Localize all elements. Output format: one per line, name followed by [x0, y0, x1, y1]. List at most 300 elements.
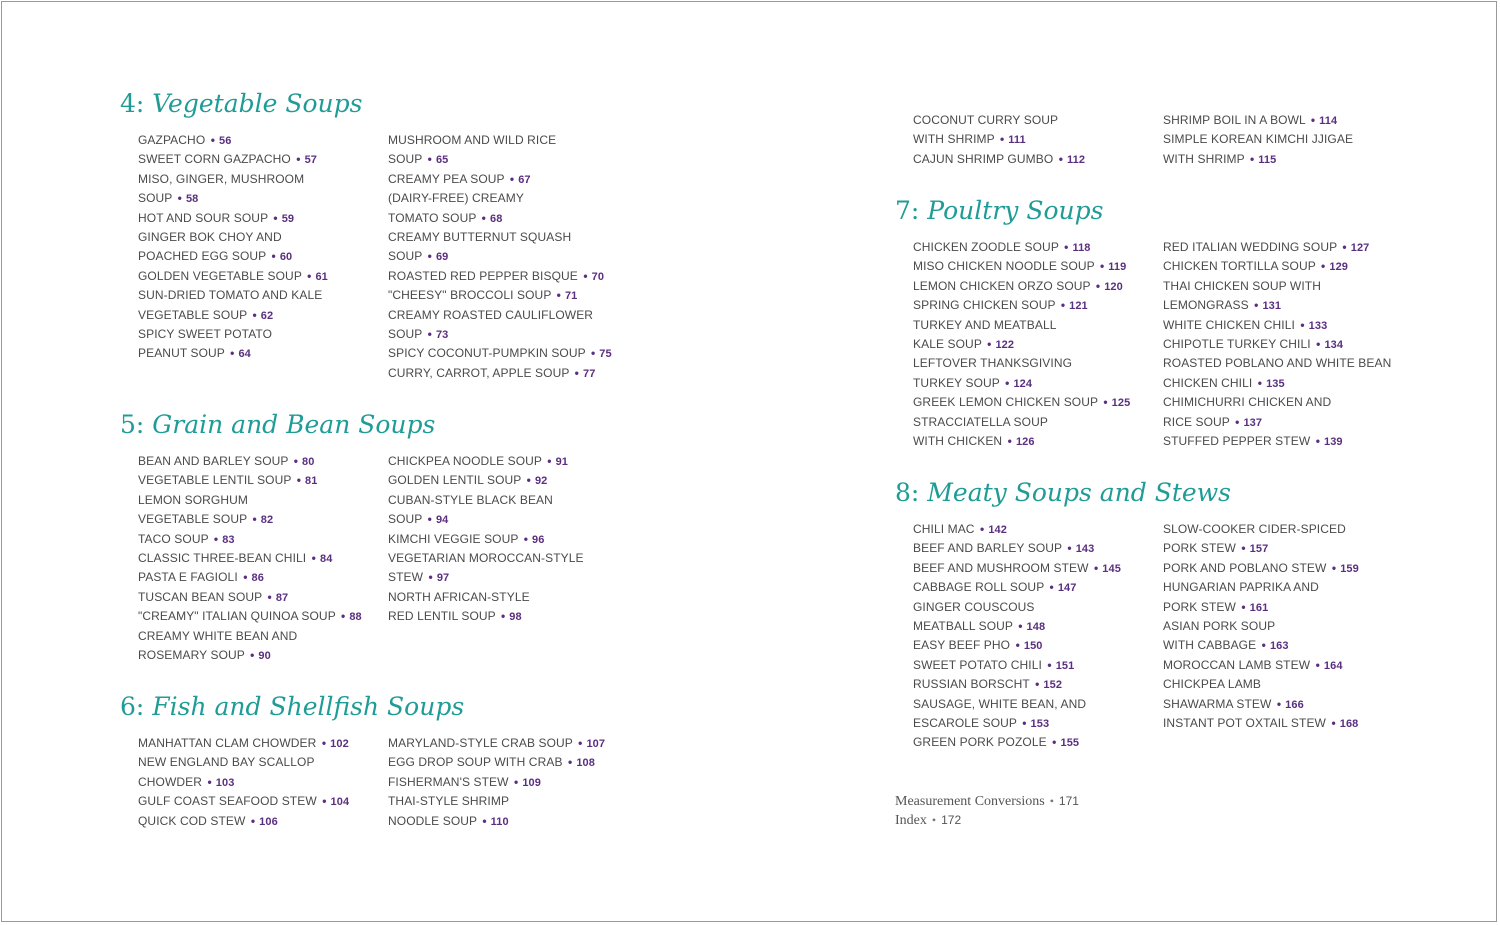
toc-entry[interactable] — [138, 267, 328, 286]
toc-entry-title: SLOW-COOKER CIDER-SPICED — [1163, 522, 1346, 536]
toc-entry[interactable] — [388, 530, 584, 549]
separator-dot: • — [481, 210, 486, 225]
section-heading-vegetable — [120, 91, 362, 116]
toc-entry[interactable] — [388, 170, 612, 189]
toc-entry-title: BEEF AND BARLEY SOUP — [913, 541, 1062, 556]
toc-column — [138, 131, 328, 364]
separator-dot: • — [322, 794, 327, 809]
separator-dot: • — [250, 813, 256, 828]
toc-entry-title: MISO, GINGER, MUSHROOM — [138, 171, 305, 186]
toc-entry-continued — [913, 111, 1085, 130]
page-number: 137 — [1243, 416, 1263, 429]
toc-entry-continued — [1163, 354, 1391, 373]
page-number: 121 — [1069, 300, 1088, 313]
toc-entry-title: INSTANT POT OXTAIL STEW — [1163, 715, 1326, 730]
separator-dot: • — [1254, 298, 1259, 313]
page-number: 67 — [518, 173, 531, 186]
toc-entry-title: CHIPOTLE TURKEY CHILI — [1163, 336, 1311, 351]
page-number: 82 — [260, 514, 274, 527]
page-number: 96 — [532, 533, 545, 546]
toc-entry-title: CHICKEN ZOODLE SOUP — [913, 240, 1059, 254]
toc-entry[interactable] — [1163, 257, 1391, 276]
toc-entry[interactable] — [388, 812, 605, 831]
toc-entry-title: CREAMY ROASTED CAULIFLOWER — [388, 307, 594, 322]
toc-entry-title: "CHEESY" BROCCOLI SOUP — [388, 288, 552, 303]
page-number: 133 — [1308, 319, 1328, 332]
toc-entry-title: EASY BEEF PHO — [913, 638, 1011, 653]
toc-entry-title: ASIAN PORK SOUP — [1163, 618, 1276, 633]
toc-column — [388, 452, 584, 627]
toc-column — [1163, 238, 1391, 451]
toc-entry-title: MISO CHICKEN NOODLE SOUP — [913, 259, 1095, 274]
page-number: 80 — [302, 456, 315, 468]
separator-dot: • — [1022, 715, 1027, 730]
page-number: 150 — [1023, 640, 1043, 653]
toc-entry[interactable] — [913, 374, 1130, 393]
toc-entry[interactable] — [1163, 296, 1391, 315]
toc-entry[interactable] — [388, 734, 605, 753]
toc-entry[interactable] — [138, 607, 362, 626]
page-number: 88 — [349, 611, 362, 624]
section-number: 6: — [120, 692, 145, 721]
separator-dot: • — [1241, 599, 1246, 614]
toc-entry[interactable] — [1163, 111, 1353, 130]
page-number: 145 — [1102, 562, 1121, 575]
page-number: 126 — [1015, 435, 1035, 448]
separator-dot: • — [1052, 735, 1057, 750]
toc-entry-title: CABBAGE ROLL SOUP — [913, 580, 1045, 595]
toc-entry[interactable] — [138, 510, 362, 529]
toc-entry[interactable] — [913, 238, 1130, 257]
separator-dot: • — [1095, 278, 1101, 293]
toc-entry[interactable] — [1163, 656, 1359, 675]
toc-entry-title: VEGETABLE SOUP — [138, 307, 247, 322]
separator-dot: • — [1331, 560, 1337, 575]
page-number: 92 — [534, 475, 548, 488]
toc-entry-title: CHIMICHURRI CHICKEN AND — [1163, 395, 1332, 410]
separator-dot: • — [428, 570, 433, 585]
separator-dot: • — [296, 152, 301, 167]
toc-entry-title: ROASTED RED PEPPER BISQUE — [388, 268, 578, 283]
separator-dot: • — [1315, 657, 1320, 672]
page-number: 129 — [1329, 261, 1349, 274]
toc-entry-title: TUSCAN BEAN SOUP — [138, 589, 263, 604]
toc-entry-title: SOUP — [388, 326, 423, 341]
toc-entry-title: PORK STEW — [1163, 541, 1236, 556]
page-number: 109 — [522, 776, 541, 789]
toc-entry-title: BEEF AND MUSHROOM STEW — [913, 560, 1089, 575]
toc-entry-title: CLASSIC THREE-BEAN CHILI — [138, 550, 307, 565]
page-number: 153 — [1030, 717, 1050, 730]
toc-entry[interactable] — [138, 773, 349, 792]
toc-entry[interactable] — [913, 335, 1130, 354]
toc-entry-title: THAI-STYLE SHRIMP — [388, 794, 510, 809]
toc-entry[interactable] — [138, 131, 328, 150]
page-number: 90 — [258, 649, 271, 662]
toc-entry-title: NOODLE SOUP — [388, 813, 477, 828]
page-number: 120 — [1104, 280, 1123, 293]
page-number: 91 — [555, 456, 569, 468]
separator-dot: • — [427, 249, 432, 264]
page-number: 103 — [215, 776, 235, 789]
toc-entry[interactable] — [388, 286, 612, 305]
page-number: 60 — [279, 251, 293, 264]
page-number: 94 — [435, 514, 449, 527]
toc-entry-title: CUBAN-STYLE BLACK BEAN — [388, 492, 553, 507]
toc-entry[interactable] — [388, 344, 612, 363]
toc-entry[interactable] — [388, 209, 612, 228]
separator-dot: • — [311, 550, 316, 565]
page-number: 83 — [222, 533, 235, 546]
separator-dot: • — [1093, 560, 1099, 575]
toc-entry[interactable] — [1163, 150, 1353, 169]
page-number: 77 — [582, 367, 596, 380]
page-number: 64 — [238, 348, 251, 361]
toc-entry-title: COCONUT CURRY SOUP — [913, 113, 1059, 127]
section-title: Vegetable Soups — [152, 89, 363, 118]
toc-entry-continued — [1163, 578, 1359, 597]
toc-entry-title: HOT AND SOUR SOUP — [138, 210, 268, 225]
toc-entry-continued — [1163, 393, 1391, 412]
separator-dot: • — [1007, 433, 1012, 448]
page-number: 104 — [330, 796, 350, 809]
toc-entry-title: LEFTOVER THANKSGIVING — [913, 356, 1073, 371]
page-number: 118 — [1072, 242, 1091, 254]
toc-entry-title: CHILI MAC — [913, 522, 975, 536]
toc-entry[interactable] — [138, 150, 328, 169]
toc-entry[interactable] — [913, 559, 1121, 578]
toc-entry[interactable] — [138, 471, 362, 490]
toc-entry-continued — [1163, 130, 1353, 149]
toc-entry-title: TACO SOUP — [138, 531, 209, 546]
toc-entry-title: NEW ENGLAND BAY SCALLOP — [138, 755, 315, 770]
page-number: 122 — [995, 338, 1015, 351]
toc-entry-title: RUSSIAN BORSCHT — [913, 677, 1030, 692]
toc-entry[interactable] — [138, 189, 328, 208]
separator-dot: • — [1316, 336, 1321, 351]
toc-column — [913, 238, 1130, 451]
toc-entry[interactable] — [388, 607, 584, 626]
page-number: 134 — [1324, 338, 1344, 351]
toc-entry[interactable] — [138, 812, 349, 831]
toc-entry-title: CURRY, CARROT, APPLE SOUP — [388, 365, 570, 380]
toc-entry[interactable] — [1163, 374, 1391, 393]
page-number: 56 — [219, 135, 232, 147]
page-number: 159 — [1340, 562, 1359, 575]
toc-entry-title: RED LENTIL SOUP — [388, 609, 496, 624]
toc-entry-continued — [138, 491, 362, 510]
toc-entry[interactable] — [913, 733, 1121, 752]
page-number: 125 — [1111, 397, 1131, 410]
back-matter-index[interactable] — [895, 811, 961, 830]
separator-dot: • — [321, 736, 327, 750]
toc-entry-continued — [138, 627, 362, 646]
page-number: 84 — [319, 552, 333, 565]
page-number: 98 — [509, 611, 522, 624]
toc-entry-title: CHICKPEA LAMB — [1163, 677, 1261, 692]
toc-entry-title: (DAIRY-FREE) CREAMY — [388, 191, 524, 206]
toc-entry[interactable] — [1163, 695, 1359, 714]
toc-column — [913, 111, 1085, 169]
separator-dot: • — [1015, 638, 1020, 653]
toc-entry-title: GREEK LEMON CHICKEN SOUP — [913, 395, 1098, 410]
toc-entry[interactable] — [1163, 714, 1359, 733]
toc-entry[interactable] — [913, 296, 1130, 315]
toc-column — [388, 734, 605, 831]
toc-entry-title: VEGETARIAN MOROCCAN-STYLE — [388, 550, 584, 565]
back-matter-label: Index — [895, 813, 927, 828]
toc-entry-title: GREEN PORK POZOLE — [913, 735, 1047, 750]
toc-entry[interactable] — [138, 247, 328, 266]
toc-entry[interactable] — [913, 520, 1121, 539]
toc-entry-title: MOROCCAN LAMB STEW — [1163, 657, 1311, 672]
toc-entry-title: CREAMY WHITE BEAN AND — [138, 628, 298, 643]
toc-entry[interactable] — [388, 150, 612, 169]
toc-entry[interactable] — [388, 452, 584, 471]
separator-dot: • — [523, 531, 529, 546]
toc-entry[interactable] — [138, 734, 349, 753]
page-number: 127 — [1350, 242, 1370, 254]
toc-entry[interactable] — [913, 432, 1130, 451]
toc-entry-title: THAI CHICKEN SOUP WITH — [1163, 278, 1321, 293]
back-matter-measurement[interactable] — [895, 792, 1079, 811]
toc-entry[interactable] — [138, 530, 362, 549]
separator-dot: • — [509, 171, 515, 186]
toc-entry-title: NORTH AFRICAN-STYLE — [388, 589, 530, 604]
page-number: 70 — [591, 270, 605, 283]
page-number: 161 — [1249, 601, 1269, 614]
toc-entry[interactable] — [913, 714, 1121, 733]
toc-column — [388, 131, 612, 383]
page-number: 106 — [259, 815, 278, 828]
toc-entry[interactable] — [388, 753, 605, 772]
toc-entry-title: MUSHROOM AND WILD RICE — [388, 133, 557, 147]
separator-dot: • — [1049, 580, 1054, 595]
toc-entry-title: VEGETABLE LENTIL SOUP — [138, 473, 292, 488]
section-title: Meaty Soups and Stews — [927, 478, 1231, 507]
toc-entry-title: CHICKPEA NOODLE SOUP — [388, 454, 542, 468]
toc-entry[interactable] — [1163, 432, 1391, 451]
separator-dot: • — [556, 288, 561, 303]
toc-entry[interactable] — [388, 773, 605, 792]
toc-entry-title: PASTA E FAGIOLI — [138, 570, 238, 585]
page-number: 148 — [1026, 620, 1046, 633]
toc-entry-title: STUFFED PEPPER STEW — [1163, 433, 1311, 448]
separator-dot: • — [296, 473, 302, 488]
page-number: 71 — [564, 290, 578, 303]
separator-dot: • — [1310, 113, 1316, 127]
page-number: 163 — [1269, 640, 1289, 653]
toc-entry-continued — [913, 413, 1130, 432]
toc-entry[interactable] — [913, 578, 1121, 597]
toc-entry-continued — [388, 588, 584, 607]
toc-entry-title: SWEET CORN GAZPACHO — [138, 152, 291, 167]
toc-entry-continued — [388, 306, 612, 325]
toc-entry-continued — [388, 189, 612, 208]
separator-dot: • — [307, 268, 312, 283]
toc-entry-title: LEMONGRASS — [1163, 298, 1249, 313]
toc-entry[interactable] — [388, 325, 612, 344]
toc-entry-continued — [913, 316, 1130, 335]
toc-entry[interactable] — [913, 617, 1121, 636]
page-number: 119 — [1108, 261, 1127, 274]
toc-entry-title: MANHATTAN CLAM CHOWDER — [138, 736, 317, 750]
toc-entry[interactable] — [138, 792, 349, 811]
toc-entry[interactable] — [388, 510, 584, 529]
toc-entry-title: POACHED EGG SOUP — [138, 249, 267, 264]
toc-entry-title: SPICY COCONUT-PUMPKIN SOUP — [388, 346, 586, 361]
separator-dot: • — [1342, 240, 1347, 254]
toc-entry-continued — [1163, 617, 1359, 636]
toc-entry-title: BEAN AND BARLEY SOUP — [138, 454, 289, 468]
page-number: 143 — [1075, 543, 1095, 556]
toc-entry-title: CREAMY BUTTERNUT SQUASH — [388, 229, 572, 244]
toc-column — [138, 452, 362, 665]
toc-entry[interactable] — [1163, 413, 1391, 432]
page-number: 108 — [576, 757, 595, 770]
separator-dot: • — [250, 647, 255, 662]
toc-column — [1163, 520, 1359, 733]
page-number: 59 — [281, 212, 295, 225]
separator-dot: • — [341, 609, 346, 624]
separator-dot: • — [514, 774, 519, 789]
page-number: 81 — [305, 475, 318, 488]
page-number: 166 — [1285, 698, 1304, 711]
toc-entry-title: SOUP — [388, 152, 423, 167]
section-heading-poultry — [895, 198, 1103, 223]
toc-entry-title: SHRIMP BOIL IN A BOWL — [1163, 113, 1306, 127]
toc-entry-title: LEMON CHICKEN ORZO SOUP — [913, 278, 1091, 293]
page-number: 87 — [275, 591, 289, 604]
toc-entry-continued — [388, 491, 584, 510]
toc-entry[interactable] — [138, 568, 362, 587]
page-number: 157 — [1249, 543, 1269, 556]
separator-dot: • — [1067, 541, 1072, 556]
toc-entry[interactable] — [138, 646, 362, 665]
toc-entry[interactable] — [913, 150, 1085, 169]
toc-entry[interactable] — [913, 656, 1121, 675]
toc-entry-continued — [1163, 277, 1391, 296]
page-number: 124 — [1013, 377, 1033, 390]
toc-entry[interactable] — [138, 588, 362, 607]
toc-entry-title: CHICKEN TORTILLA SOUP — [1163, 259, 1316, 274]
separator-dot: • — [578, 736, 583, 750]
page-number: 155 — [1060, 737, 1080, 750]
toc-entry[interactable] — [138, 209, 328, 228]
toc-entry-title: WITH SHRIMP — [1163, 151, 1245, 166]
toc-column — [913, 520, 1121, 753]
toc-entry-title: EGG DROP SOUP WITH CRAB — [388, 755, 563, 770]
page-number: 73 — [435, 328, 449, 341]
page-number: 115 — [1258, 153, 1277, 166]
toc-entry-title: SOUP — [388, 512, 423, 527]
toc-entry[interactable] — [388, 267, 612, 286]
separator-dot: • — [500, 609, 506, 624]
toc-entry-title: FISHERMAN'S STEW — [388, 774, 509, 789]
toc-entry-title: CREAMY PEA SOUP — [388, 171, 505, 186]
page-number: 111 — [1008, 134, 1026, 147]
toc-entry[interactable] — [913, 636, 1121, 655]
separator-dot: • — [547, 454, 552, 468]
separator-dot: • — [526, 473, 531, 488]
toc-entry-title: SPICY SWEET POTATO — [138, 326, 273, 341]
toc-entry[interactable] — [138, 306, 328, 325]
separator-dot: • — [999, 132, 1005, 147]
page-number: 102 — [330, 738, 349, 750]
page-number: 172 — [941, 813, 962, 827]
separator-dot: • — [1241, 541, 1246, 556]
toc-entry[interactable] — [913, 539, 1121, 558]
toc-entry[interactable] — [1163, 335, 1391, 354]
toc-entry-title: SHAWARMA STEW — [1163, 696, 1272, 711]
toc-entry[interactable] — [1163, 539, 1359, 558]
toc-entry[interactable] — [388, 247, 612, 266]
toc-entry-title: MARYLAND-STYLE CRAB SOUP — [388, 736, 573, 750]
toc-entry-continued — [913, 695, 1121, 714]
separator-dot: • — [987, 336, 992, 351]
section-number: 7: — [895, 196, 920, 225]
toc-entry[interactable] — [1163, 636, 1359, 655]
separator-dot: • — [1249, 151, 1255, 166]
toc-entry[interactable] — [1163, 316, 1391, 335]
toc-entry[interactable] — [138, 549, 362, 568]
toc-entry-title: KIMCHI VEGGIE SOUP — [388, 531, 519, 546]
toc-entry[interactable] — [913, 393, 1130, 412]
separator-dot: • — [1235, 414, 1240, 429]
separator-dot: • — [980, 522, 985, 536]
page-number: 75 — [599, 348, 612, 361]
toc-entry[interactable] — [388, 568, 584, 587]
page-number: 57 — [304, 154, 317, 167]
toc-entry-title: TOMATO SOUP — [388, 210, 477, 225]
toc-entry-title: ESCAROLE SOUP — [913, 715, 1017, 730]
toc-entry[interactable] — [138, 452, 362, 471]
toc-entry-title: MEATBALL SOUP — [913, 618, 1013, 633]
toc-entry-title: KALE SOUP — [913, 336, 982, 351]
page-number: 110 — [490, 815, 509, 828]
toc-entry[interactable] — [138, 344, 328, 363]
toc-entry[interactable] — [1163, 598, 1359, 617]
toc-entry[interactable] — [913, 277, 1130, 296]
toc-entry-title: WITH SHRIMP — [913, 132, 995, 147]
toc-entry[interactable] — [913, 257, 1130, 276]
toc-entry[interactable] — [388, 364, 612, 383]
toc-column — [1163, 111, 1353, 169]
toc-entry-continued — [138, 228, 328, 247]
toc-entry-title: SIMPLE KOREAN KIMCHI JJIGAE — [1163, 132, 1354, 147]
toc-entry[interactable] — [1163, 559, 1359, 578]
section-number: 5: — [120, 410, 145, 439]
back-matter-label: Measurement Conversions — [895, 794, 1045, 809]
toc-entry[interactable] — [913, 675, 1121, 694]
separator-dot: • — [273, 210, 278, 225]
toc-entry[interactable] — [1163, 238, 1391, 257]
separator-dot: • — [213, 531, 219, 546]
page-number: 69 — [435, 251, 449, 264]
separator-dot: • — [574, 365, 579, 380]
toc-entry-title: RICE SOUP — [1163, 414, 1230, 429]
toc-entry-title: WITH CHICKEN — [913, 433, 1003, 448]
section-title: Fish and Shellfish Soups — [152, 692, 465, 721]
toc-entry-title: TURKEY AND MEATBALL — [913, 317, 1057, 332]
separator-dot: • — [1005, 375, 1010, 390]
page-number: 131 — [1262, 300, 1282, 313]
toc-entry[interactable] — [913, 130, 1085, 149]
toc-entry-continued — [913, 598, 1121, 617]
separator-dot: • — [267, 589, 272, 604]
toc-entry[interactable] — [388, 471, 584, 490]
toc-entry-title: TURKEY SOUP — [913, 375, 1000, 390]
